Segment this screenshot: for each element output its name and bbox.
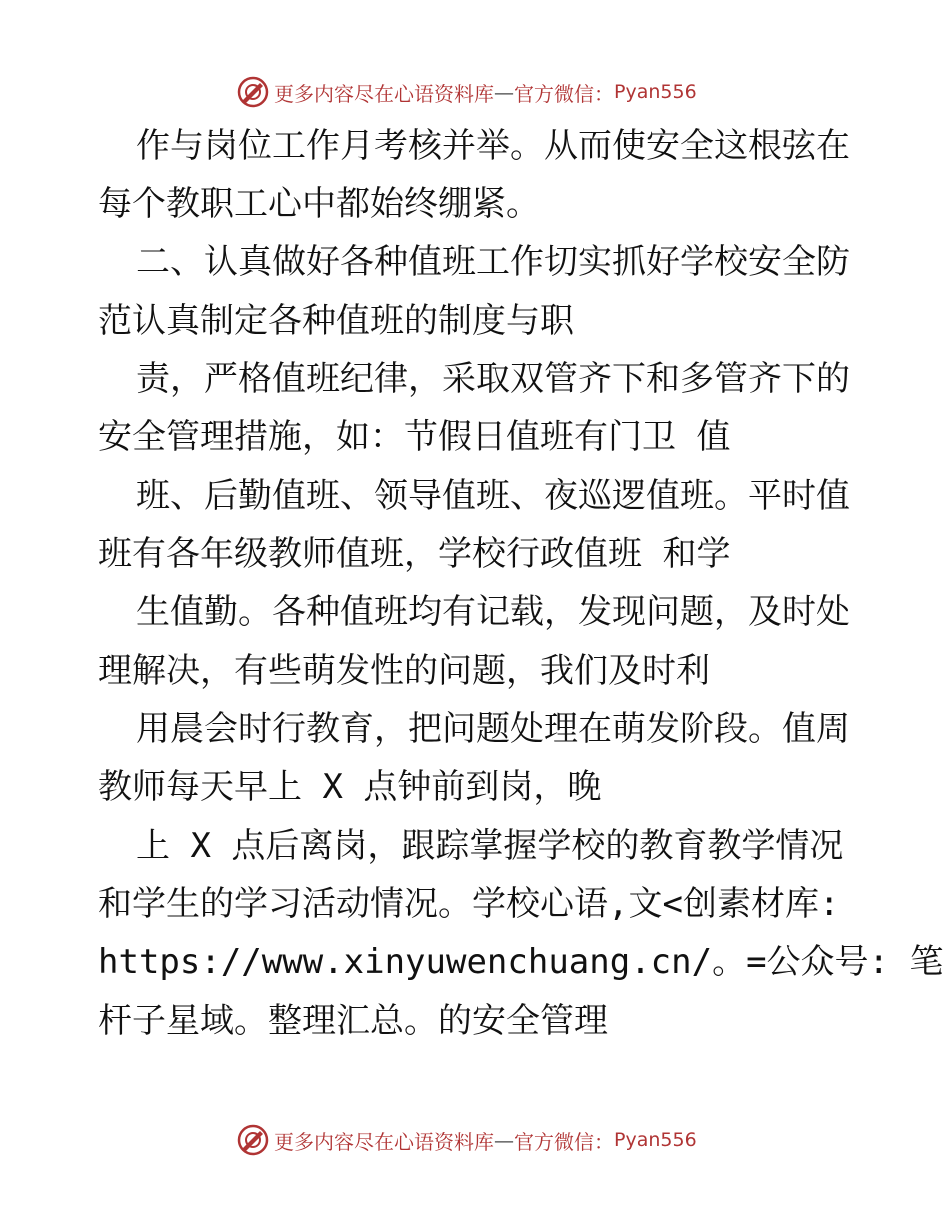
header-watermark-banner [236, 74, 697, 110]
banner-dash: — [494, 1128, 514, 1152]
banner-site-text: 更多内容尽在心语资料库 [274, 81, 494, 106]
banner-wechat-id: Pyan556 [614, 81, 697, 103]
banner-wechat-label: 官方微信： [514, 81, 614, 106]
paragraph-line: 班、后勤值班、领导值班、夜巡逻值班。平时值 [136, 476, 850, 516]
paragraph-line: 和学生的学习活动情况。学校心语,文<创素材库: [98, 884, 840, 924]
red-circular-logo-icon [236, 75, 270, 109]
paragraph-line: 二、认真做好各种值班工作切实抓好学校安全防 [136, 242, 850, 282]
red-circular-logo-icon [236, 1123, 270, 1157]
paragraph-line: 用晨会时行教育，把问题处理在萌发阶段。值周 [136, 709, 850, 749]
banner-wechat-id: Pyan556 [614, 1129, 697, 1151]
banner-site-text: 更多内容尽在心语资料库 [274, 1129, 494, 1154]
paragraph-line: 理解决，有些萌发性的问题，我们及时利 [98, 651, 710, 691]
paragraph-line: 每个教职工心中都始终绷紧。 [98, 184, 540, 224]
paragraph-line: 上 X 点后离岗，跟踪掌握学校的教育教学情况 [136, 826, 844, 866]
paragraph-line: 作与岗位工作月考核并举。从而使安全这根弦在 [136, 126, 850, 166]
paragraph-line: 杆子星域。整理汇总。的安全管理 [98, 1001, 608, 1041]
url-line: https://www.xinyuwenchuang.cn/。=公众号: 笔 [98, 942, 944, 982]
paragraph-line: 班有各年级教师值班，学校行政值班 和学 [98, 534, 731, 574]
paragraph-line: 安全管理措施，如：节假日值班有门卫 值 [98, 417, 731, 457]
banner-dash: — [494, 80, 514, 104]
banner-wechat-label: 官方微信： [514, 1129, 614, 1154]
paragraph-line: 生值勤。各种值班均有记载，发现问题，及时处 [136, 592, 850, 632]
paragraph-line: 范认真制定各种值班的制度与职 [98, 301, 574, 341]
paragraph-line: 教师每天早上 X 点钟前到岗，晚 [98, 767, 602, 807]
footer-watermark-banner [236, 1122, 697, 1158]
paragraph-line: 责，严格值班纪律，采取双管齐下和多管齐下的 [136, 359, 850, 399]
